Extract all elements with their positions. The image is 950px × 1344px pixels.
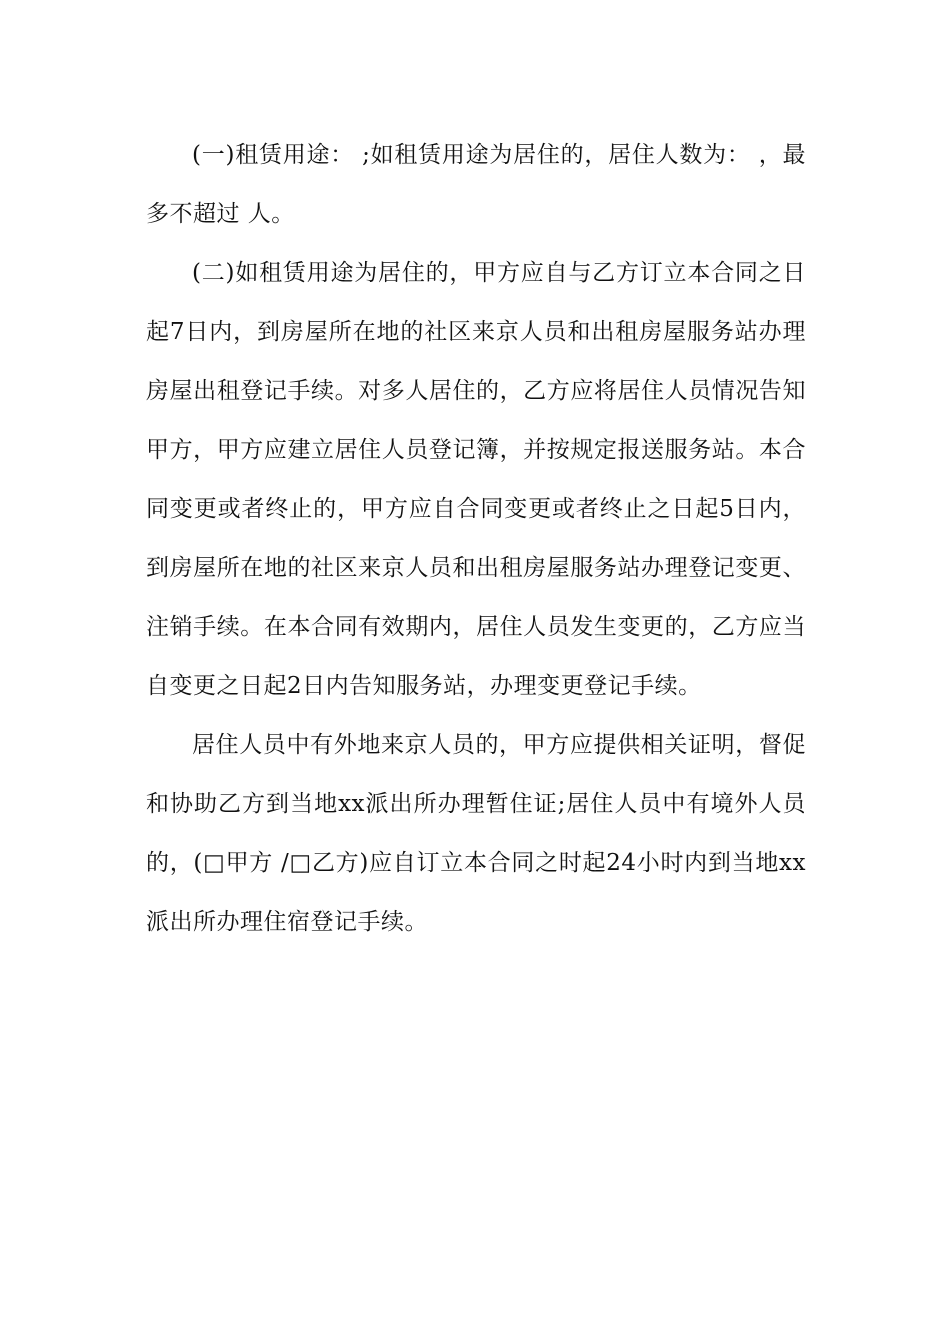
paragraph-nonlocal-residents: 居住人员中有外地来京人员的，甲方应提供相关证明，督促和协助乙方到当地xx派出所办理暂住证;居住人员中有境外人员的，(□甲方 /□乙方)应自订立本合同之时起24小时内到当地xx派出所办理住宿登记手续。 xyxy=(146,732,806,935)
document-body xyxy=(146,126,806,952)
paragraph-rental-purpose: (一)租赁用途： ;如租赁用途为居住的，居住人数为： ，最多不超过 人。 xyxy=(146,142,806,227)
paragraph-residence-registration: (二)如租赁用途为居住的，甲方应自与乙方订立本合同之日起7日内，到房屋所在地的社区来京人员和出租房屋服务站办理房屋出租登记手续。对多人居住的，乙方应将居住人员情况告知甲方，甲方应建立居住人员登记簿，并按规定报送服务站。本合同变更或者终止的，甲方应自合同变更或者终止之日起5日内，到房屋所在地的社区来京人员和出租房屋服务站办理登记变更、注销手续。在本合同有效期内，居住人员发生变更的，乙方应当自变更之日起2日内告知服务站，办理变更登记手续。 xyxy=(146,260,806,699)
